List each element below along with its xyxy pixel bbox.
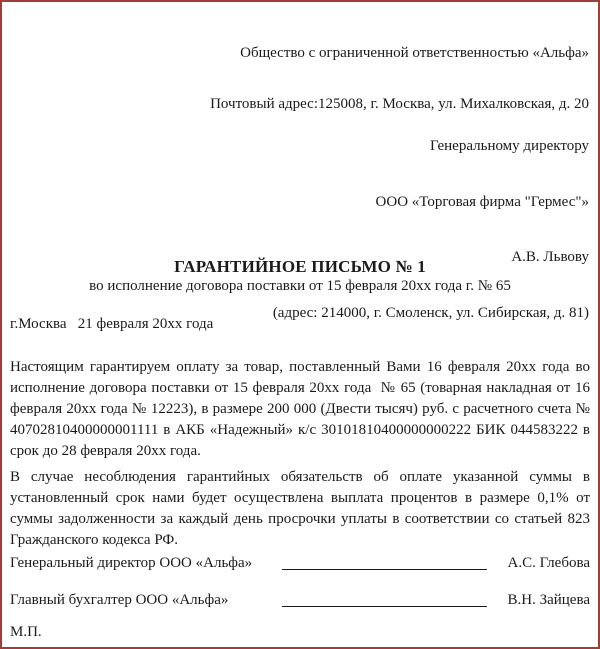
letter-title: ГАРАНТИЙНОЕ ПИСЬМО № 1 bbox=[174, 257, 426, 276]
letter-subtitle: во исполнение договора поставки от 15 февраля 20хх года г. № 65 bbox=[89, 278, 511, 294]
sender-company: Общество с ограниченной ответственностью «Альфа» bbox=[240, 45, 589, 61]
addressee-person: А.В. Львову bbox=[511, 249, 589, 265]
signature-line-accountant bbox=[282, 606, 487, 607]
signature-name-accountant: В.Н. Зайцева bbox=[507, 592, 590, 608]
signature-row-accountant bbox=[10, 590, 590, 611]
body-paragraph-penalty: В случае несоблюдения гарантийных обязательств об оплате указанной суммы в установленный срок нами будет осуществлена выплата процентов в размере 0,1% от суммы задолженности за каждый день просрочки уплаты в соответствии со статьей 823 Гражданского кодекса РФ. bbox=[10, 469, 594, 548]
addressee-block bbox=[273, 100, 589, 359]
body-paragraph-guarantee: Настоящим гарантируем оплату за товар, поставленный Вами 16 февраля 20хх года во исполнение договора поставки от 15 февраля 20хх года № 65 (товарная накладная от 16 февраля 20хх года № 12223), в размере 200 000 (Двести тысяч) руб. с расчетного счета № 40702810400000001111 в АКБ «Надежный» к/с 30101810400000000222 БИК 044583222 в срок до 28 февраля 20хх года. bbox=[10, 359, 594, 459]
signature-row-director bbox=[10, 553, 590, 574]
signature-role-accountant: Главный бухгалтер ООО «Альфа» bbox=[10, 592, 229, 608]
addressee-position: Генеральному директору bbox=[429, 138, 589, 154]
title-block bbox=[10, 257, 590, 296]
addressee-address: (адрес: 214000, г. Смоленск, ул. Сибирская, д. 81) bbox=[272, 304, 589, 321]
place-and-date-line: г.Москва 21 февраля 20хх года bbox=[10, 316, 214, 332]
signature-name-director: А.С. Глебова bbox=[507, 555, 590, 571]
sender-postal-address: Почтовый адрес:125008, г. Москва, ул. Михалковская, д. 20 bbox=[210, 96, 589, 112]
addressee-organization: ООО «Торговая фирма "Гермес"» bbox=[375, 193, 589, 210]
signature-line-director bbox=[282, 569, 487, 570]
signature-role-director: Генеральный директор ООО «Альфа» bbox=[10, 555, 253, 571]
stamp-placeholder: М.П. bbox=[10, 624, 42, 640]
